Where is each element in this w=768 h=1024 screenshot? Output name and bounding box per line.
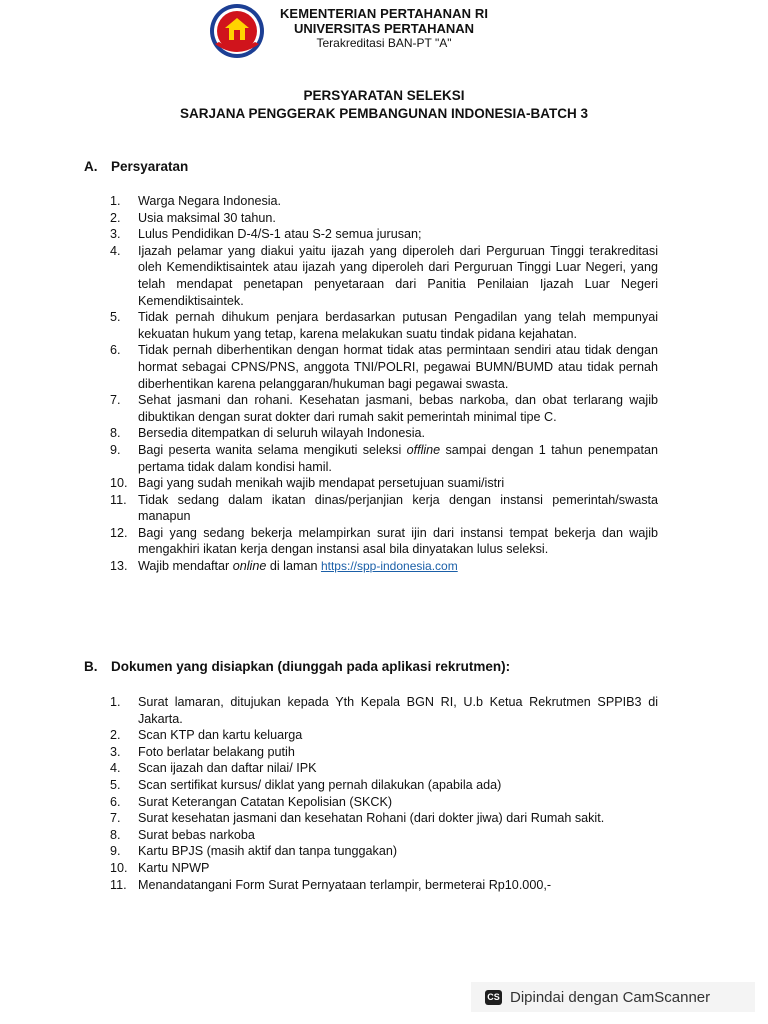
- section-b-title: Dokumen yang disiapkan (diunggah pada aplikasi rekrutmen):: [111, 659, 511, 674]
- list-item: 2. Usia maksimal 30 tahun.: [110, 210, 276, 225]
- list-item: 4. Scan ijazah dan daftar nilai/ IPK: [110, 761, 317, 776]
- section-a-letter: A.: [84, 159, 98, 174]
- document-title-line1: PERSYARATAN SELEKSI: [303, 88, 465, 103]
- accreditation-text: Terakreditasi BAN-PT "A": [316, 36, 452, 50]
- list-item: 2. Scan KTP dan kartu keluarga: [110, 728, 303, 743]
- list-item: 7. Sehat jasmani dan rohani. Kesehatan jasmani, bebas narkoba, dan obat terlarang wajib dibuktikan dengan surat dokter dari rumah sakit pemerintah minimal tipe C.: [110, 393, 658, 424]
- list-item: 6. Surat Keterangan Catatan Kepolisian (SKCK): [110, 794, 393, 809]
- list-item: 5. Scan sertifikat kursus/ diklat yang pernah dilakukan (apabila ada): [110, 777, 502, 792]
- registration-link[interactable]: https://spp-indonesia.com: [320, 559, 458, 574]
- requirements-list: [110, 193, 658, 575]
- list-item: 12. Bagi yang sedang bekerja melampirkan surat ijin dari instansi tempat bekerja dan wajib mengakhiri ikatan kerja dengan instansi asal bila dinyatakan lulus seleksi.: [110, 525, 658, 557]
- document-title-line2: SARJANA PENGGERAK PEMBANGUNAN INDONESIA-BATCH 3: [179, 106, 589, 121]
- list-item: 1. Warga Negara Indonesia.: [110, 194, 282, 208]
- camscanner-watermark: [471, 982, 755, 1012]
- list-item: 8. Bersedia ditempatkan di seluruh wilayah Indonesia.: [110, 426, 426, 441]
- section-b-letter: B.: [84, 659, 98, 674]
- list-item: 7. Surat kesehatan jasmani dan kesehatan Rohani (dari dokter jiwa) dari Rumah sakit.: [110, 811, 605, 826]
- university-logo: [205, 2, 269, 60]
- list-item: 9. Bagi peserta wanita selama mengikuti seleksi offline sampai dengan 1 tahun penempatan pertama tidak dalam kondisi hamil.: [110, 442, 658, 474]
- institution-header: [276, 6, 492, 51]
- list-item: 6. Tidak pernah diberhentikan dengan hormat tidak atas permintaan sendiri atau tidak dengan hormat sebagai CPNS/PNS, anggota TNI/POLRI, pegawai BUMN/BUMD atau tidak pernah diberhentikan karena pelanggaran/hukuman bagi pegawai swasta.: [110, 343, 658, 391]
- ministry-name: KEMENTERIAN PERTAHANAN RI: [279, 6, 489, 21]
- camscanner-icon: CS: [485, 990, 502, 1005]
- list-item: 11. Menandatangani Form Surat Pernyataan terlampir, bermeterai Rp10.000,-: [110, 877, 552, 892]
- list-item: 3. Lulus Pendidikan D-4/S-1 atau S-2 semua jurusan;: [110, 227, 422, 242]
- list-item: 9. Kartu BPJS (masih aktif dan tanpa tunggakan): [110, 844, 398, 859]
- list-item: 1. Surat lamaran, ditujukan kepada Yth Kepala BGN RI, U.b Ketua Rekrutmen SPPIB3 di Jakarta.: [110, 695, 658, 726]
- documents-list: [110, 694, 658, 893]
- section-a-title: Persyaratan: [111, 159, 189, 174]
- list-item: 10. Kartu NPWP: [110, 860, 210, 875]
- list-item: 5. Tidak pernah dihukum penjara berdasarkan putusan Pengadilan yang telah mempunyai kekuatan hukum yang tetap, karena melakukan suatu tindak pidana kejahatan.: [110, 310, 658, 341]
- list-item: 10. Bagi yang sudah menikah wajib mendapat persetujuan suami/istri: [110, 476, 505, 491]
- university-name: UNIVERSITAS PERTAHANAN: [293, 21, 475, 36]
- list-item: 13. Wajib mendaftar online di laman https://spp-indonesia.com: [110, 559, 458, 574]
- list-item: 4. Ijazah pelamar yang diakui yaitu ijazah yang diperoleh dari Perguruan Tinggi terakreditasi oleh Kemendiktisaintek atau ijazah yang diperoleh dari Perguruan Tinggi Luar Negeri, yang telah mendapat penetapan penyetaraan dari Panitia Penilaian Ijazah Luar Negeri Kemendiktisaintek.: [110, 243, 658, 308]
- list-item: 8. Surat bebas narkoba: [110, 827, 255, 842]
- camscanner-text: Dipindai dengan CamScanner: [510, 988, 711, 1006]
- list-item: 3. Foto berlatar belakang putih: [110, 744, 295, 759]
- list-item: 11. Tidak sedang dalam ikatan dinas/perjanjian kerja dengan instansi pemerintah/swasta manapun: [110, 492, 658, 524]
